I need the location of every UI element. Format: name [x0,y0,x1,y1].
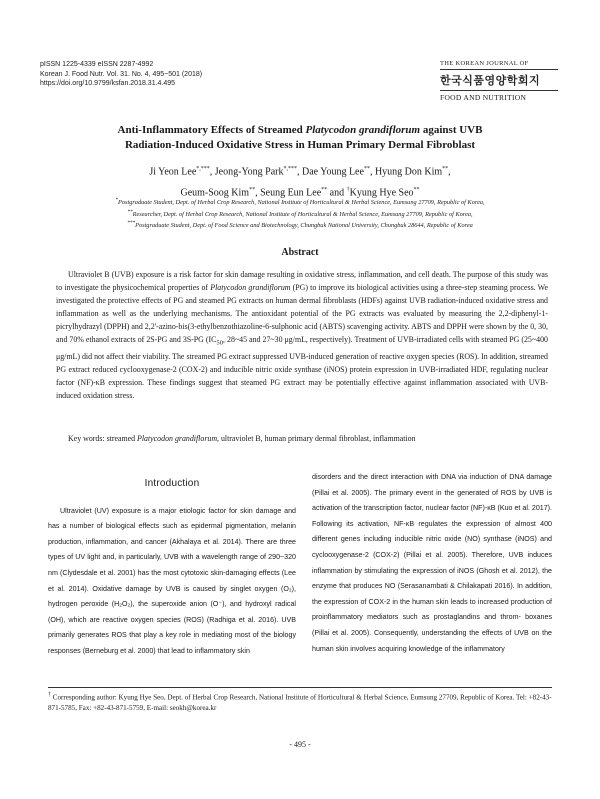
abstract-text: Ultraviolet B (UVB) exposure is a risk factor for skin damage resulting in oxidative stress, inflammation, and cell death. The purpose of this study was to investigate the physicochemical properties of [56,270,548,293]
title-part: against UVB [420,124,483,136]
affiliation-line: *Postgraduate Student, Dept. of Herbal Crop Research, National Institute of Horticultural & Herbal Science, Eumsung 27709, Republic of Korea, [115,197,485,207]
affiliation-line: ***Postgraduate Student, Dept. of Food Science and Biotechnology, Chungbuk National University, Chungbuk 28644, Republic of Korea [127,220,473,230]
abstract-heading: Abstract [281,247,319,258]
author-name: Geum-Soog Kim [180,187,250,199]
author-list: Ji Yeon Lee*,***, Jeong-Yong Park*,***, Dae Young Lee**, Hyung Don Kim**, Geum-Soog Kim**, Seung Eun Lee** and †Kyung Hye Seo** [149,166,451,199]
keywords: Key words: streamed Platycodon grandiflorum, ultraviolet B, human primary dermal fibroblast, inflammation [68,434,416,443]
author-conjunction: and [329,187,345,199]
paper-title [40,123,560,153]
journal-logo [440,60,558,102]
abstract-text: , 28~45 and 27~30 μg/mL, respectively). Treatment of UVB-irradiated cells with steamed PG (25~400 μg/mL) did not affect their viability. The streamed PG extract suppressed UVB-induced generation of reactive oxygen species (ROS). In addition, streamed PG extract reduced cyclooxygenase-2 (COX-2) and inducible nitric oxide synthase (iNOS) protein expression in UVB-irradiated HDF, regulating nuclear factor (NF)-κB expression. These findings suggest that steamed PG extract may be potentially effective against inflammation associated with UVB-induced oxidation stress. [56,335,548,401]
issn-line: pISSN 1225-4339 eISSN 2287-4992 [40,61,154,68]
author-affil-mark: ** [321,187,328,194]
left-column [48,470,296,660]
title-part: Anti-Inflammatory Effects of Streamed [117,124,306,136]
journal-name-korean: 한국식품영양학회지 [440,74,541,87]
author-affil-mark: *,*** [283,166,297,172]
author-name: Ji Yeon Lee [149,166,197,178]
author-name: Dae Young Lee [302,166,364,178]
journal-rule [440,69,558,70]
corresponding-author-footnote [48,690,552,714]
intro-paragraph: Ultraviolet (UV) exposure is a major etiologic factor for skin damage and has a number of biological effects such as epidermal pigmentation, melanin production, inflammation, and cancer (Akhalaya et al. 2014). There are three types of UV light and, in particularly, UVB with a wavelength range of 290~320 nm (Clydesdale et al. 2001) has the most cytotoxic skin-damaging effects (Lee et al. 2014). Oxidative damage by UVB is caused by singlet oxygen (O₂), hydrogen peroxide (H₂O₂), the superoxide anion (O⁻), and hydroxyl radical (OH), which are reactive oxygen species (ROS) (Radhiga et al. 2016). UVB primarily generates ROS that play a key role in mediating most of the biology responses (Berneburg et al. 2000) that lead to inflammatory skin [48,506,296,655]
author-name: Seung Eun Lee [260,187,322,199]
title-species: Platycodon grandiflorum [305,124,421,136]
abstract-subscript: 50 [216,340,223,348]
author-name: Hyung Don Kim [374,166,443,178]
journal-name-top: THE KOREAN JOURNAL OF [440,60,529,67]
intro-paragraph-continued: disorders and the direct interaction with DNA via induction of DNA damage (Pillai et al. 2005). The primary event in the generated of ROS by UVB is activation of the transcription factor, nuclear factor (NF)-κB (Kuo et al. 2017). Following its activation, NF-κB regulates the expression of almost 400 different genes including inducible nitric oxide (NO) synthase (iNOS) and cyclooxygenase-2 (COX-2) (Pillai et al. 2005). Therefore, UVB induces inflammation by stimulating the expression of iNOS (Ghosh et al. 2012), the enzyme that produces NO (Serasanambati & Chilakapati 2016). In addition, the expression of COX-2 in the human skin leads to increased production of proinflammatory mediators such as prostaglandins and throm- boxanes (Pillai et al. 2005). Consequently, understanding the effects of UVB on the human skin involves acquiring knowledge of the inflammatory [312,473,552,653]
footnote-mark: † [48,692,51,698]
footnote-text: Corresponding author: Kyung Hye Seo, Dept. of Herbal Crop Research, National Institute of Horticultural & Herbal Science, Eumsung 27709, Republic of Korea. Tel: +82-43-871-5785, Fax: +82-43-871-5759, E-mail: seokh@korea.kr [48,693,552,713]
corresponding-mark: † [346,187,350,194]
citation-line: Korean J. Food Nutr. Vol. 31. No. 4, 495~501 (2018) [40,70,203,78]
author-name: Jeong-Yong Park [214,166,284,178]
author-affil-mark: ** [413,187,420,194]
introduction-heading: Introduction [144,478,200,489]
affiliations [40,196,560,231]
author-affil-mark: ** [363,166,370,172]
citation-block [40,60,202,89]
author-affil-mark: ** [442,166,449,172]
author-affil-mark: ** [249,187,256,194]
abstract-body [56,268,548,403]
author-affil-mark: *,*** [196,166,210,172]
right-column [312,470,552,657]
abstract-species: Platycodon grandiflorum [210,283,291,293]
title-line-2: Radiation-Induced Oxidative Stress in Human Primary Dermal Fibroblast [124,139,476,151]
journal-rule [440,90,558,91]
keyword-species: Platycodon grandiflorum [137,434,218,443]
doi-link[interactable]: https://doi.org/10.9799/ksfan.2018.31.4.495 [40,80,176,87]
abstract-text: (PG) to improve its biological activities using a three-step steaming process. We investigated the protective effects of PG and steamed PG extracts on human dermal fibroblasts (HDFs) against UVB radiation-induced oxidative stress and inflammation as well as the underlying mechanisms. The antioxidant potential of the PG extracts was evaluated by measuring the 2,2-diphenyl-1-picrylhydrazyl (DPPH) and 2,2'-azino-bis(3-ethylbenzothiazoline-6-sulphonic acid (ABTS) scavenging activity. ABTS and DPPH were shown by the 0, 30, and 70% ethanol extracts of 2S-PG and 3S-PG (IC [56,283,549,345]
journal-name-bottom: FOOD AND NUTRITION [440,93,527,102]
author-name: Kyung Hye Seo [349,187,414,199]
footnote-divider [48,687,552,688]
page-number: - 495 - [289,740,311,749]
affiliation-line: **Researcher, Dept. of Herbal Crop Research, National Institute of Horticultural & Herbal Science, Eumsung 27709, Republic of Korea, [127,208,473,218]
